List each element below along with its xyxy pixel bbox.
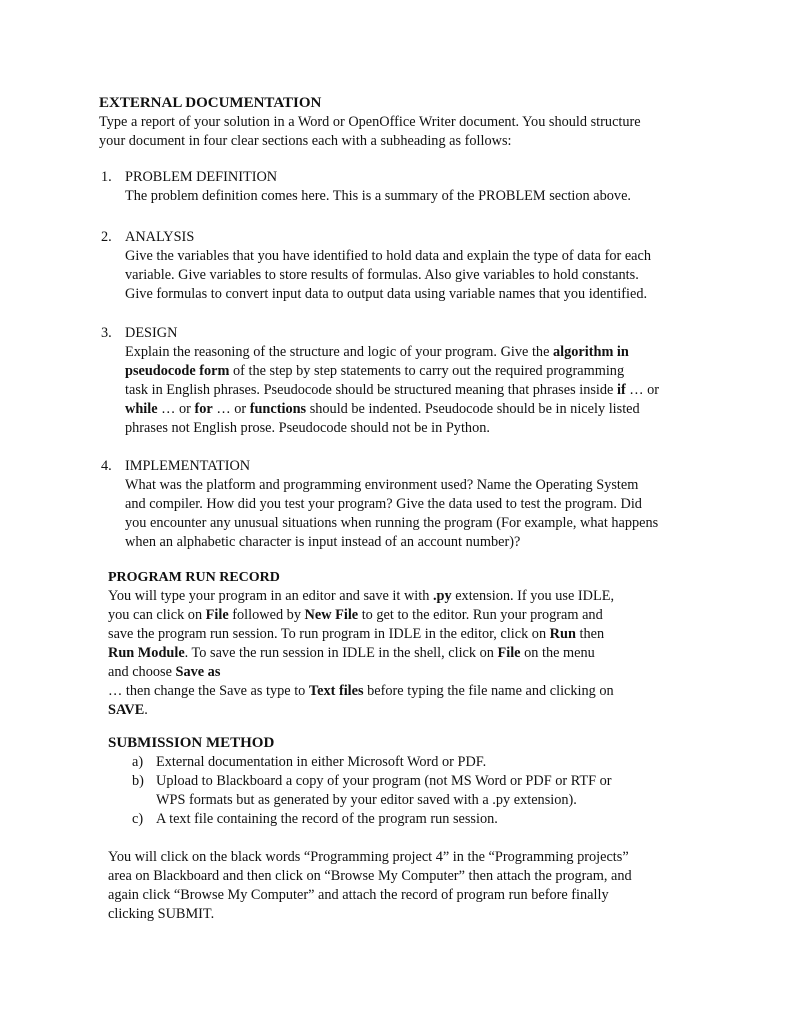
text-line	[125, 495, 721, 514]
bold-text: Run	[549, 626, 576, 642]
text-line	[108, 644, 708, 663]
text-run: What was the platform and programming environment used? Name the Operating System	[125, 477, 639, 493]
text-run: extension. If you use IDLE,	[451, 588, 615, 604]
text-line	[125, 400, 721, 419]
external-documentation-section	[99, 94, 719, 151]
program-run-record-section	[108, 568, 708, 720]
text-run: Give formulas to convert input data to output data using variable names that you identified.	[125, 286, 648, 302]
text-line	[125, 247, 721, 266]
text-line	[125, 419, 721, 438]
bold-text: for	[194, 401, 213, 417]
text-line	[125, 266, 721, 285]
text-line	[108, 701, 708, 720]
item-letter: b)	[132, 773, 144, 789]
text-run: then	[575, 626, 605, 642]
text-run: Give the variables that you have identified to hold data and explain the type of data for each	[125, 248, 652, 264]
text-run: … then change the Save as type to	[108, 683, 309, 699]
bold-text: File	[497, 645, 521, 661]
text-run: when an alphabetic character is input instead of an account number)?	[125, 534, 521, 550]
closing-line: clicking SUBMIT.	[108, 906, 215, 922]
text-line	[125, 476, 721, 495]
text-line	[108, 625, 708, 644]
bold-text: File	[205, 607, 229, 623]
submission-item	[132, 810, 708, 829]
text-line	[125, 381, 721, 400]
text-run: and choose	[108, 664, 176, 680]
intro-line-2: your document in four clear sections each with a subheading as follows:	[99, 133, 512, 149]
text-line	[125, 187, 721, 206]
submission-closing	[108, 848, 708, 924]
submission-item	[132, 753, 708, 772]
section-body	[101, 187, 721, 206]
section-title: IMPLEMENTATION	[125, 458, 251, 474]
section-number: 3.	[101, 325, 112, 341]
closing-line: area on Blackboard and then click on “Browse My Computer” then attach the program, and	[108, 868, 632, 884]
submission-items	[132, 753, 708, 829]
bold-text: Text files	[308, 683, 364, 699]
text-run: variable. Give variables to store results of formulas. Also give variables to hold constants.	[125, 267, 639, 283]
text-run: followed by	[228, 607, 305, 623]
submission-method-section	[108, 734, 708, 924]
bold-text: .py	[432, 588, 452, 604]
text-run: should be indented. Pseudocode should be in nicely listed	[306, 401, 640, 417]
item-line: WPS formats but as generated by your editor saved with a .py extension).	[156, 792, 577, 808]
text-run: task in English phrases. Pseudocode should be structured meaning that phrases inside	[125, 382, 617, 398]
bold-text: while	[125, 401, 158, 417]
text-line	[125, 285, 721, 304]
bold-text: Save as	[175, 664, 221, 680]
section-body	[101, 476, 721, 552]
text-line	[108, 587, 708, 606]
section-title: DESIGN	[125, 325, 178, 341]
section-analysis	[101, 228, 721, 304]
text-line	[108, 606, 708, 625]
item-line: External documentation in either Microsoft Word or PDF.	[156, 754, 487, 770]
bold-text: algorithm in	[553, 344, 629, 360]
text-line	[125, 343, 721, 362]
text-run: You will type your program in an editor and save it with	[108, 588, 433, 604]
closing-line: You will click on the black words “Programming project 4” in the “Programming projects”	[108, 849, 629, 865]
bold-text: New File	[304, 607, 359, 623]
section-title: PROBLEM DEFINITION	[125, 169, 278, 185]
text-run: Explain the reasoning of the structure and logic of your program. Give the	[125, 344, 553, 360]
text-run: to get to the editor. Run your program and	[358, 607, 603, 623]
section-title: ANALYSIS	[125, 229, 195, 245]
bold-text: functions	[249, 401, 307, 417]
text-run: … or	[212, 401, 250, 417]
bold-text: pseudocode form	[125, 363, 230, 379]
text-run: … or	[157, 401, 195, 417]
intro-line-1: Type a report of your solution in a Word or OpenOffice Writer document. You should structure	[99, 114, 641, 130]
section-number: 4.	[101, 458, 112, 474]
submission-item	[132, 772, 708, 810]
section-body	[101, 247, 721, 304]
item-letter: a)	[132, 754, 144, 770]
item-letter: c)	[132, 811, 144, 827]
section-problem-definition	[101, 168, 721, 206]
text-run: phrases not English prose. Pseudocode should not be in Python.	[125, 420, 490, 436]
program-run-body	[108, 587, 708, 720]
text-run: you encounter any unusual situations when running the program (For example, what happens	[125, 515, 659, 531]
text-run: on the menu	[520, 645, 595, 661]
item-line: Upload to Blackboard a copy of your program (not MS Word or PDF or RTF or	[156, 773, 612, 789]
external-documentation-heading: EXTERNAL DOCUMENTATION	[99, 95, 322, 111]
text-run: . To save the run session in IDLE in the shell, click on	[184, 645, 498, 661]
text-run: … or	[625, 382, 660, 398]
text-line	[125, 533, 721, 552]
closing-line: again click “Browse My Computer” and attach the record of program run before finally	[108, 887, 609, 903]
program-run-record-heading: PROGRAM RUN RECORD	[108, 570, 280, 585]
text-run: The problem definition comes here. This is a summary of the PROBLEM section above.	[125, 188, 631, 204]
text-line	[108, 663, 708, 682]
submission-method-heading: SUBMISSION METHOD	[108, 735, 275, 751]
bold-text: Run Module	[108, 645, 185, 661]
section-body	[101, 343, 721, 438]
bold-text: SAVE	[108, 702, 145, 718]
section-number: 1.	[101, 169, 112, 185]
section-design	[101, 324, 721, 438]
text-line	[125, 514, 721, 533]
text-run: of the step by step statements to carry out the required programming	[229, 363, 625, 379]
bold-text: if	[616, 382, 626, 398]
text-run: .	[144, 702, 148, 718]
section-implementation	[101, 457, 721, 552]
text-run: you can click on	[108, 607, 206, 623]
item-line: A text file containing the record of the program run session.	[156, 811, 498, 827]
text-run: save the program run session. To run program in IDLE in the editor, click on	[108, 626, 550, 642]
text-line	[125, 362, 721, 381]
text-line	[108, 682, 708, 701]
text-run: and compiler. How did you test your program? Give the data used to test the program. Did	[125, 496, 642, 512]
section-number: 2.	[101, 229, 112, 245]
text-run: before typing the file name and clicking on	[363, 683, 614, 699]
